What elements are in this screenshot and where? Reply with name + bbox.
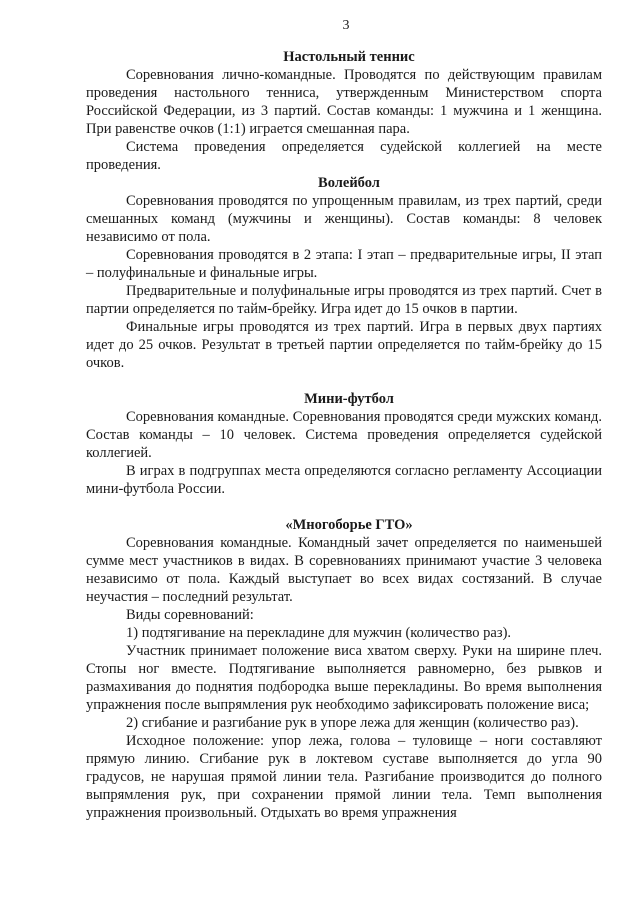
- section-title: «Многоборье ГТО»: [285, 517, 413, 533]
- section-title: Настольный теннис: [283, 49, 415, 65]
- paragraph: Соревнования проводятся в 2 этапа: I этап – предварительные игры, II этап – полуфинальные и финальные игры.: [86, 247, 602, 281]
- section-gto: [86, 516, 602, 822]
- section-mini-football: [86, 390, 602, 498]
- section-title: Волейбол: [318, 175, 380, 191]
- paragraph: Система проведения определяется судейской коллегией на месте проведения.: [86, 139, 602, 173]
- section-title: Мини-футбол: [304, 391, 394, 407]
- paragraph: Виды соревнований:: [126, 607, 254, 623]
- paragraph: Соревнования проводятся по упрощенным правилам, из трех партий, среди смешанных команд (мужчины и женщины). Состав команды: 8 человек независимо от пола.: [86, 193, 602, 245]
- paragraph: Финальные игры проводятся из трех партий. Игра в первых двух партиях идет до 25 очков. Результат в третьей партии определяется по тайм-брейку до 15 очков.: [86, 319, 602, 371]
- paragraph: Соревнования командные. Соревнования проводятся среди мужских команд. Состав команды – 10 человек. Система проведения определяется судейской коллегией.: [86, 409, 602, 461]
- paragraph: Соревнования лично-командные. Проводятся по действующим правилам проведения настольного тенниса, утвержденным Министерством спорта Российской Федерации, из 3 партий. Состав команды: 1 мужчина и 1 женщина. При равенстве очков (1:1) играется смешанная пара.: [86, 67, 602, 137]
- paragraph: Исходное положение: упор лежа, голова – туловище – ноги составляют прямую линию. Сгибание рук в локтевом суставе выполняется до угла 90 градусов, не нарушая прямой линии тела. Разгибание производится до полного выпрямления рук, при сохранении прямой линии тела. Темп выполнения упражнения произвольный. Отдыхать во время упражнения: [86, 733, 602, 821]
- section-table-tennis: [86, 48, 602, 174]
- paragraph: Участник принимает положение виса хватом сверху. Руки на ширине плеч. Стопы ног вместе. Подтягивание выполняется равномерно, без рывков и размахивания до поднятия подбородка выше перекладины. Во время выполнения упражнения после выпрямления рук необходимо зафиксировать положение виса;: [86, 643, 602, 713]
- paragraph: Предварительные и полуфинальные игры проводятся из трех партий. Счет в партии определяется по тайм-брейку. Игра идет до 15 очков в партии.: [86, 283, 602, 317]
- page-number: 3: [342, 18, 350, 33]
- paragraph: В играх в подгруппах места определяются согласно регламенту Ассоциации мини-футбола России.: [86, 463, 602, 497]
- paragraph: 2) сгибание и разгибание рук в упоре лежа для женщин (количество раз).: [126, 715, 579, 731]
- paragraph: 1) подтягивание на перекладине для мужчин (количество раз).: [126, 625, 512, 641]
- paragraph: Соревнования командные. Командный зачет определяется по наименьшей сумме мест участников в видах. В соревнованиях принимают участие 3 человека независимо от пола. Каждый выступает во всех видах состязаний. В случае неучастия – последний результат.: [86, 535, 602, 605]
- spacer: [86, 498, 602, 516]
- section-volleyball: [86, 174, 602, 372]
- spacer: [86, 372, 602, 390]
